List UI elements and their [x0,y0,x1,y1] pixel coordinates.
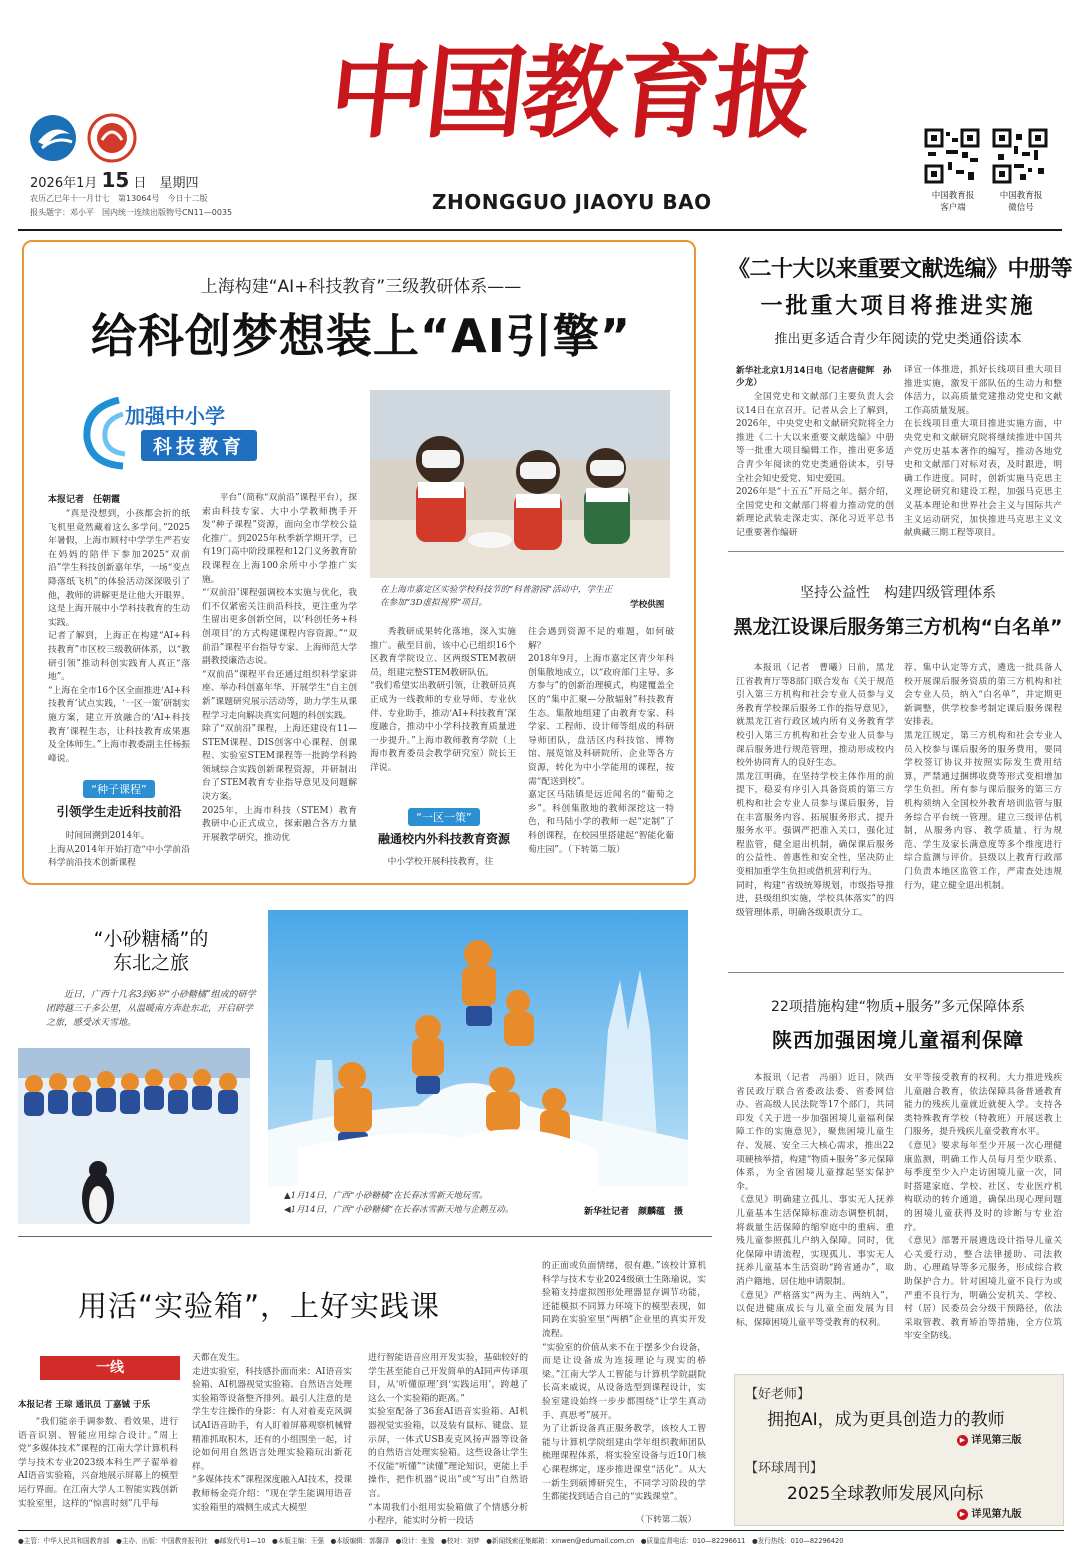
rt-headline-line1: 《二十大以来重要文献选编》中册等 [728,257,1073,282]
rule-right-2 [728,972,1064,973]
promo-link-good-teacher[interactable]: ▶ 详见第三版 [957,1431,1021,1446]
issue-date: 2026年1月 15 日 星期四 [30,168,199,192]
rb-col1-text: 本报讯（记者 冯丽）近日，陕西省民政厅联合省委政法委、省委网信办、省高级人民法院等17个部门，共同印发《关于进一步加强困境儿童福利保障工作的实施意见》，聚焦困境儿童生存、发展、安全三大核心需求，推出22项硬核举措，构建“物质+服务”多元保障体系，为全省困境儿童撑起坚实保护伞。 《意见》明确建立孤儿、事实无人抚养儿童基本生活保障标准动态调整机制，将裁量生活保障的缩窄庭中的重病、重残儿童参照孤儿户纳入保障。同时，优化保障申请流程，实现孤儿、事实无人抚养儿童基本生活资助“跨省通办”，取消户籍地、居住地申请限制。 《意见》严格落实“两为主、两纳入”，以促进健康成长与儿童全面发展为目标，保障困境儿童平等受教育的权利。 [736,1073,894,1328]
publication-number-line: 报头题字：邓小平 国内统一连续出版物号CN11—0035 [30,208,233,217]
rt-col1-text: 全国党史和文献部门主要负责人会议14日在京召开。记者从会上了解到，2026年，中央党史和文献研究院将全力推进《二十大以来重要文献选编》中册等一批重大项目编辑工作，推出更多适合青少年阅读的党史类通俗读本，引导全社会知史爱党、知史爱国。 2026年是“十五五”开局之年。据介绍，全国党史和文献部门将着力推动党的创新理论武装走深走实、深化习近平总书记重要著作编研 [736,392,894,538]
penguin-interaction-photo [18,1048,250,1224]
promo-tag-good-teacher: 【好老师】 [745,1387,811,1402]
rm-col2-text: 荐、集中认定等方式，遴选一批具备人校开展课后服务资质的第三方机构和社会专业人员，纳入“白名单”，并定期更新调整，供学校参考制定课后服务课程安排表。 黑龙江规定，第三方机构和社会专业人员入校参与课后服务的服务费用，要同学校签订协议并按照实际发生费用结算，严禁通过捆绑收费等形式变相增加学生负担。所有参与课后服务的第三方机构须纳入全国校外教育培训监管与服务综合平台统一管理。建立三级评估机制，从服务内容、教学质量、行为规范、学生及家长满意度等多个维度进行综合监测与评价。县级以上教育行政部门负责本地区监管工作，严肃查处违规行为，建立健全退出机制。 [904,663,1062,891]
lunar-issue-line: 农历乙巳年十一月廿七 第13064号 今日十二版 [30,194,208,203]
promo-title-good-teacher[interactable]: 拥抱AI，成为更具创造力的教师 [767,1410,1005,1430]
lead-col1 [48,492,190,784]
client-qr-code-icon [924,128,980,184]
rm-kicker: 坚持公益性 构建四级管理体系 [800,585,996,601]
promo-title-global-weekly[interactable]: 2025全球教师发展风向标 [787,1484,984,1504]
lab-continued: （下转第二版） [636,1515,697,1525]
client-qr-label: 中国教育报 客户端 [931,191,975,213]
photo-story-title-2: 东北之旅 [112,952,189,974]
lead-headline: 给科创梦想装上“AI引擎” [90,309,632,363]
column-tag-frontline: 一线 [40,1356,180,1380]
photo-caption-2: ◀1月14日，广西“小砂糖橘”在长春冰雪新天地与企鹅互动。 [284,1205,514,1215]
lab-col3-text: 进行智能语音应用开发实验，基础较好的学生甚至能自己开发简单的AI同声传译项目，从‘听懂原理’到‘实践运用’，跨越了这么一个实验箱的距离。” 实验室配备了36套AI语音实验箱、AI机器视觉实验箱，以及装有鼠标、键盘、显示屏，一体式USB麦克风扬声器等设备的自然语言处理实验箱。这些设备让学生不仅能“听懂”“读懂”理论知识，更能上手操作，把作机器“说出”或“写出”自然语言。 “本周我们小组用实验箱做了个情感分析小程序，能实时分析一段话 [368,1353,528,1527]
rule-left-bottom [18,1236,712,1237]
rm-headline: 黑龙江设课后服务第三方机构“白名单” [733,616,1063,638]
footer-rule [18,1530,1064,1531]
right-top-story [728,252,1073,542]
photo-story-intro: 近日，广西十几名3到6岁“小砂糖橘”组成的研学团跨越三千多公里，从温暖南方奔赴东北，开启研学之旅，感受冰天雪地。 [46,990,256,1028]
subhead2 [364,806,524,847]
rt-col1 [736,364,894,541]
arrow-right-icon: ▶ [957,1509,968,1520]
lead-col3b-text: 中小学校开展科技教育，往 [387,857,494,867]
lead-kicker: 上海构建“AI+科技教育”三级教研体系—— [200,277,522,297]
arrow-right-icon: ▶ [957,1435,968,1446]
newspaper-logo-icon [28,112,140,164]
promo-link-global-weekly[interactable]: ▶ 详见第九版 [957,1505,1021,1520]
lab-headline: 用活“实验箱”，上好实践课 [78,1289,441,1323]
rt-headline-line2: 一批重大项目将推进实施 [760,294,1036,319]
photo-story [18,900,712,1230]
wechat-qr-label: 中国教育报 微信号 [999,191,1043,213]
lead-story [22,240,696,885]
lead-col3-text: 秀教研成果转化落地，深入实施推广。截至目前，该中心已组织16个区教育学院设立、区两级STEM教研员，组建完整STEM教研队伍。 “我们希望实出教研引领，让教研员真正成为一线教师的专业导师、专业伙伴、专业助手，推动‘AI+科技教育’深度融合，推动中小学科技教育质量进一步提升。”上海市教师教育学院（上海市教育委员会教学研究室）院长王洋说。 [370,627,516,773]
subhead2-title: 融通校内外科技教育资源 [377,832,510,846]
masthead-rule [18,229,1062,231]
lead-reporter: 本报记者 任朝霞 [48,495,121,505]
lead-col1b-text: 时间回溯到2014年。 上海从2014年开始打造“中小学前沿科学前沿技术创新课程 [48,831,190,869]
lab-story [18,1240,712,1530]
rb-col2-text: 女平等接受教育的权利。大力推进残疾儿童融合教育，依法保障具备普通教育能力的残疾儿童就近就便入学。支持各类特殊教育学校（特教班）开展送教上门服务，提升残疾儿童受教育水平。 《意见》要求每年至少开展一次心理健康监测，明确工作人员每月至少联系、每季度至少入户走访困境儿童一次，同时搭建家庭、学校、社区、专业医疗机构联动的转介通道，确保出现心理问题的困境儿童获得及时的诊断与专业治疗。 《意见》部署开展遴选设计指导儿童关心关爱行动，整合法律援助、司法救助、心理疏导等多元服务，形成综合救助保护合力。针对困境儿童不良行为或严重不良行为，明确公安机关、学校、村（居）民委员会分级干预路径，依法采取管教、教育矫治等措施，全方位筑牢安全防线。 [904,1073,1062,1342]
lead-col4-text: 往会遇到资源不足的难题，如何破解？ 2018年9月，上海市嘉定区青少年科创集散地成立，以“政府部门主导、多方参与”的创新治理模式，构建覆盖全区的“集中汇聚—分散辐射”科技教育生态。集散地组建了由教育专家、科学家、工程师、设计师等组成的科研导师团队，盘活区内科技馆、博物馆、展览馆及科研院所、企业等各方资源，转化为中小学能用的课程，按需“配送到校”。 嘉定区马陆镇是远近闻名的“葡萄之乡”。科创集散地的教师深挖这一特色，和马陆小学的教师一起“定制”了科创课程，在校园里搭建起“智能化葡萄庄园”。（下转第二版） [528,627,674,855]
rule-right-1 [728,551,1064,552]
lead-col2-text: 平台”（简称“双前沿”课程平台），探索由科技专家、大中小学教师携手开发“种子课程”资源，面向全市学校公益化推广。到2025年秋季新学期开学，已有19门高中阶段课程和12门义务教育阶段课程在上海100余所中小学推广实施。 “‘双前沿’课程强调校本实施与优化，我们不仅紧密关注前沿科技，更注重为学生留出更多创新空间，以‘科创任务+科创项目’的方式构建课程内容资源。”“双前沿”课程平台指导专家、上海师范大学副教授廉浩志说。 “双前沿”课程平台还通过组织科学家讲座、举办科创嘉年华、开展学生“自主创新”课题研究展示活动等，助力学生从课程学习走向解决真实问题的科创实践。 除了“双前沿”课程，上海还建设有11—STEM课程、DIS创客中心课程、创课程、实验室STEM课程等一批跨学科跨领域综合实践创新课程资源，并研制出台了STEM教育专业指导意见及问题解决方案。 2025年，上海市科技（STEM）教育教研中心正式成立，探索融合各方力量开展教学研究，推动优 [202,493,357,843]
subhead1-title: 引领学生走近科技前沿 [56,804,182,819]
photo-credit: 新华社记者 颜麟蕴 摄 [584,1207,684,1217]
lead-photo-credit: 学校供图 [630,600,665,610]
lab-col2-text: 天都在发生。 走进实验室，科技感扑面而来：AI语音实验箱、AI机器视觉实验箱、自然语言处理实验箱等设备整齐排列。最引人注意的是学生专注操作的身影：有人对着麦克风调试AI语音助手，有人盯着屏幕观察机械臂精准抓取积木，还有的小组围坐一起，讨论如何用自然语言处理实验箱玩出新花样。 “多媒体技术”课程深度融入AI技术，授课教师杨金亮介绍：“现在学生能调用语音实验箱里的端侧生成式大模型 [192,1353,352,1513]
lab-col1-text: “我们能亲手调参数、看效果，进行语音识别、智能应用综合设计。”周上党“多媒体技术”课程的江南大学计算机科学与技术专业2023级本科生严子翟举着AI语音实验箱，兴奋地展示屏幕上的模型运行界面。在江南大学人工智能实践创新实验室里，这样的“惊喜时刻”几乎每 [18,1417,178,1509]
lead-photo-caption: 在上海市嘉定区实验学校科技节的“科普游园”活动中，学生正在参加“3D虚拟视界”项目。 [380,585,613,608]
newspaper-title: 中国教育报 [323,34,817,152]
lead-col1-text: “真是没想到，小孩都会折的纸飞机里竟然藏着这么多学问。”2025年暑假，上海市顾村中学学生严若安在妈妈的陪伴下参加2025“双前沿”学生科技创新嘉年华，一场“变点降落纸飞机”的体验活动深深吸引了他，教师的讲解更是让他大开眼界。这是上海开展中小学科技教育的生动实践。 记者了解到，上海正在构建“AI+科技教育”市区校三级教研体系，以“教研引领”推动科创实践育人真正“落地”。 “上海在全市16个区全面推进‘AI+科技教育’试点实践，‘一区一策’研制实施方案，建立开放融合的‘AI+科技教育’课程生态，让科技教育成果惠及全体师生。”上海市教委副主任杨振峰说。 [48,509,190,764]
column-badge [79,394,279,474]
badge-line2: 科技教育 [141,430,257,461]
footer-credits: ●主管：中华人民共和国教育部 ●主办、出版：中国教育报刊社 ●邮发代号1—10 ●本版主编：王强 ●本版编辑：郭馨泽 ●设计：张豫 ●校对：刘梦 ●新闻线索征集邮箱：xinwen@edumail.com.cn ●质量监督电话：010—82296611 ●发行热线：010—82296420 [18,1537,844,1545]
right-bottom-story [728,996,1068,1366]
photo-caption-1: ▲1月14日，广西“小砂糖橘”在长春冰雪新天地玩雪。 [284,1191,488,1201]
subhead1 [48,778,190,820]
kids-playing-snow-photo [268,910,688,1186]
subhead1-tag: “种子课程” [83,780,154,798]
lab-col4-text: 的正面或负面情绪，很有趣。”该校计算机科学与技术专业2024级硕士生陈瑜说，实验箱支持虚拟图形处理器显存调节功能，还能模拟不同算力环境下的模型表现，如同跨在实验室里“两栖”企业里的真实开发流程。 “实验室的价值从来不在于摆多少台设备，而是让设备成为连接理论与现实的桥梁。”江南大学人工智能与计算机学院副院长高来威说，从设备选型到课程设计，实验室建设始终一步步都围绕“让学生真动手、真思考”展开。 为了让新设备真正服务教学，该校人工智能与计算机学院组建由学年组织教师团队梳理课程体系，将实验室设备与近10门核心课程绑定，逐步推进课堂“活化”。从大一新生到硕博研究生，不同学习阶段的学生都能找到适合自己的“实践课堂”。 [542,1261,706,1503]
subhead2-tag: “一区一策” [408,808,479,826]
masthead [0,0,1080,226]
promo-box [734,1374,1064,1526]
right-mid-story [728,582,1068,962]
rb-headline: 陕西加强困境儿童福利保障 [772,1028,1024,1052]
newspaper-title-pinyin: ZHONGGUO JIAOYU BAO [432,190,712,214]
lab-reporter: 本报记者 王琼 通讯员 丁嘉铖 于乐 [18,1400,151,1410]
rt-subhead: 推出更多适合青少年阅读的党史类通俗读本 [774,332,1022,347]
rt-reporter: 新华社北京1月14日电（记者唐健辉 孙少龙） [736,366,892,388]
wechat-qr-code-icon [992,128,1048,184]
photo-story-title-1: “小砂糖橘”的 [93,928,209,950]
rt-col2-text: 译宣一体推进，抓好长线项目重大项目推进实施，激发干部队伍的生动力和整体活力，以高质量党建推动党史和文献工作高质量发展。 在长线项目重大项目推进实施方面，中央党史和文献研究院将继续推进中国共产党历史基本著作的编写，推动各地党史和文献部门对标对表，及时跟进，明确工作进度。同时，创新实施马克思主义理论研究和建设工程，加强马克思主义基本理论和世界社会主义与国际共产主义运动研究，加快推进马克思主义文献典藏三期工程等项目。 [904,365,1062,539]
promo-tag-global-weekly: 【环球周刊】 [745,1461,824,1476]
classroom-vr-photo [370,390,670,578]
badge-line1: 加强中小学 [125,404,225,428]
rb-kicker: 22项措施构建“物质+服务”多元保障体系 [770,999,1026,1015]
rm-col1-text: 本报讯（记者 曹曦）日前，黑龙江省教育厅等8部门联合发布《关于规范引入第三方机构和社会专业人员参与义务教育学校课后服务工作的指导意见》，就黑龙江省行政区域内所有义务教育学校引入第三方机构和社会专业人员参与课后服务进行规范管理，推动形成校内校外协同育人的良好生态。 黑龙江明确，在坚持学校主体作用的前提下，稳妥有序引入具备资质的第三方机构和社会专业人员参与课后服务，旨在丰富服务内容、拓展服务形式、提升服务水平。强调严把准入关口，强化过程监管，健全退出机制，确保课后服务的公益性、普惠性和安全性，坚决防止变相加重学生负担或借机营利行为。 同时，构建“省级统筹规划，市级指导推进，县级组织实施，学校具体落实”的四级管理体系，明确各级职责分工。 [736,663,894,918]
